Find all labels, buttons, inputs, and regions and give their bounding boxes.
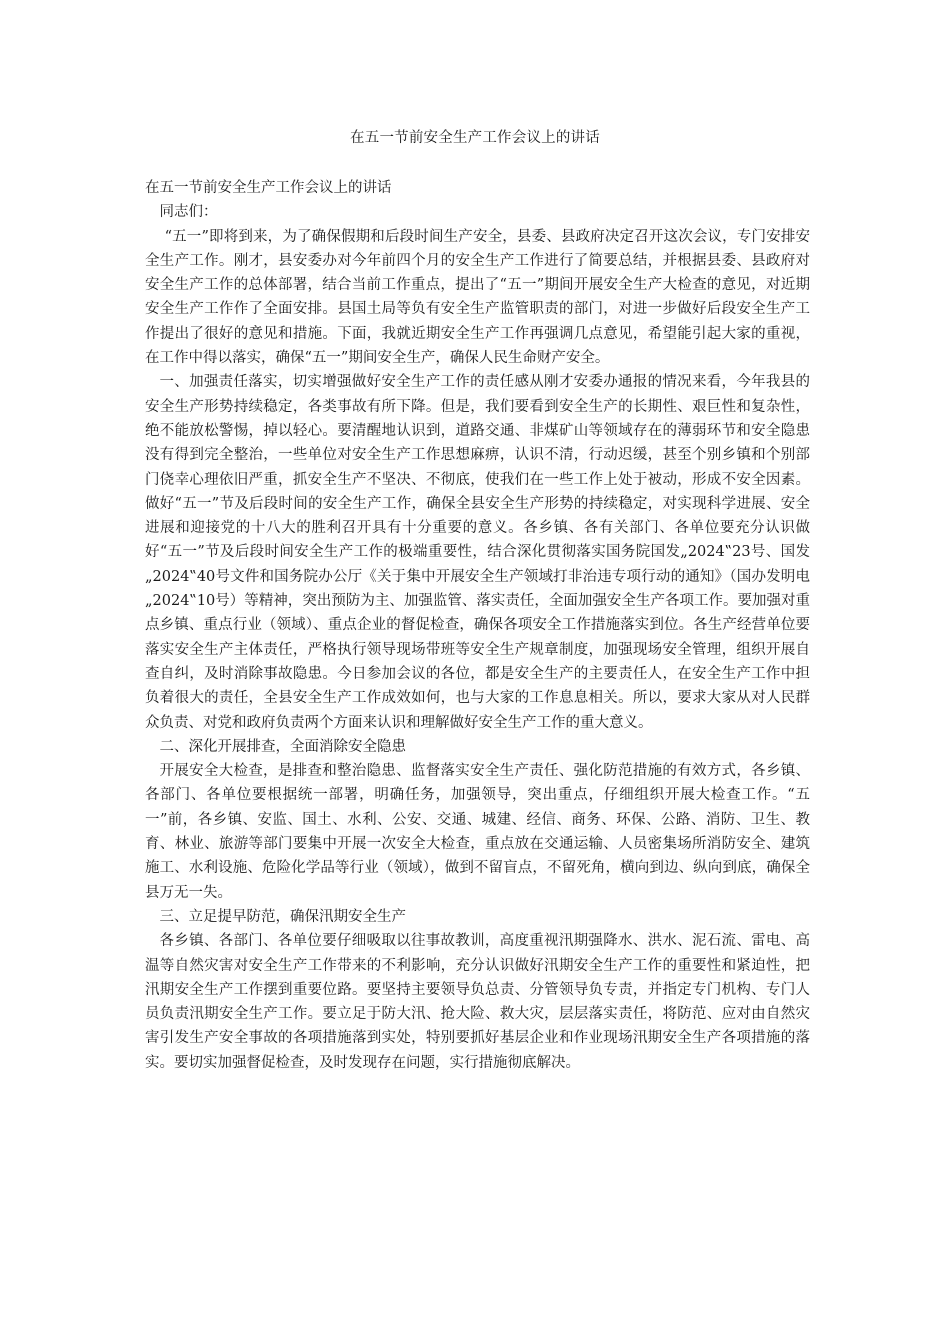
salutation: 同志们： bbox=[159, 204, 218, 221]
document-title: 在五一节前安全生产工作会议上的讲话 bbox=[350, 130, 600, 146]
heading-section-3: 三、立足提早防范，确保汛期安全生产 bbox=[159, 908, 406, 925]
heading-section-2: 二、深化开展排查，全面消除安全隐患 bbox=[159, 738, 406, 755]
document-body bbox=[145, 176, 810, 1075]
paragraph-section-2: 开展安全大检查，是排查和整治隐患、监督落实安全生产责任、强化防范措施的有效方式，各乡镇、各部门、各单位要根据统一部署，明确任务，加强领导，突出重点，仔细组织开展大检查工作。“五一”前，各乡镇、安监、国土、水利、公安、交通、城建、经信、商务、环保、公路、消防、卫生、教育、林业、旅游等部门要集中开展一次安全大检查，重点放在交通运输、人员密集场所消防安全、建筑施工、水利设施、危险化学品等行业（领域），做到不留盲点，不留死角，横向到边、纵向到底，确保全县万无一失。 bbox=[145, 763, 810, 901]
paragraph-section-3: 各乡镇、各部门、各单位要仔细吸取以往事故教训，高度重视汛期强降水、洪水、泥石流、雷电、高温等自然灾害对安全生产工作带来的不利影响，充分认识做好汛期安全生产工作的重要性和紧迫性，把汛期安全生产工作摆到重要位路。要坚持主要领导负总责、分管领导负专责，并指定专门机构、专门人员负责汛期安全生产工作。要立足于防大汛、抢大险、救大灾，层层落实责任，将防范、应对由自然灾害引发生产安全事故的各项措施落到实处，特别要抓好基层企业和作业现场汛期安全生产各项措施的落实。要切实加强督促检查，及时发现存在问题，实行措施彻底解决。 bbox=[145, 933, 810, 1071]
paragraph-section-1: 一、加强责任落实，切实增强做好安全生产工作的责任感从刚才安委办通报的情况来看，今年我县的安全生产形势持续稳定，各类事故有所下降。但是，我们要看到安全生产的长期性、艰巨性和复杂性，绝不能放松警惕，掉以轻心。要清醒地认识到，道路交通、非煤矿山等领域存在的薄弱环节和安全隐患没有得到完全整治，一些单位对安全生产工作思想麻痹，认识不清，行动迟缓，甚至个别乡镇和个别部门侥幸心理依旧严重，抓安全生产不坚决、不彻底，使我们在一些工作上处于被动，形成不安全因素。做好“五一”节及后段时间的安全生产工作，确保全县安全生产形势的持续稳定，对实现科学进展、安全进展和迎接党的十八大的胜利召开具有十分重要的意义。各乡镇、各有关部门、各单位要充分认识做好“五一”节及后段时间安全生产工作的极端重要性，结合深化贯彻落实国务院国发„2024‟23号、国发„2024‟40号文件和国务院办公厅《关于集中开展安全生产领域打非治违专项行动的通知》（国办发明电„2024‟10号）等精神，突出预防为主、加强监管、落实责任，全面加强安全生产各项工作。要加强对重点乡镇、重点行业（领域）、重点企业的督促检查，确保各项安全工作措施落实到位。各生产经营单位要落实安全生产主体责任，严格执行领导现场带班等安全生产规章制度，加强现场安全管理，组织开展自查自纠，及时消除事故隐患。今日参加会议的各位，都是安全生产的主要责任人，在安全生产工作中担负着很大的责任，全县安全生产工作成效如何，也与大家的工作息息相关。所以，要求大家从对人民群众负责、对党和政府负责两个方面来认识和理解做好安全生产工作的重大意义。 bbox=[145, 374, 810, 731]
document-subtitle: 在五一节前安全生产工作会议上的讲话 bbox=[145, 180, 392, 196]
paragraph-intro: “五一”即将到来，为了确保假期和后段时间生产安全，县委、县政府决定召开这次会议，专门安排安全生产工作。刚才，县安委办对今年前四个月的安全生产工作进行了简要总结，并根据县委、县政府对安全生产工作的总体部署，结合当前工作重点，提出了“五一”期间开展安全生产大检查的意见，对近期安全生产工作作了全面安排。县国土局等负有安全生产监管职责的部门，对进一步做好后段安全生产工作提出了很好的意见和措施。下面，我就近期安全生产工作再强调几点意见，希望能引起大家的重视，在工作中得以落实，确保“五一”期间安全生产，确保人民生命财产安全。 bbox=[145, 228, 810, 367]
